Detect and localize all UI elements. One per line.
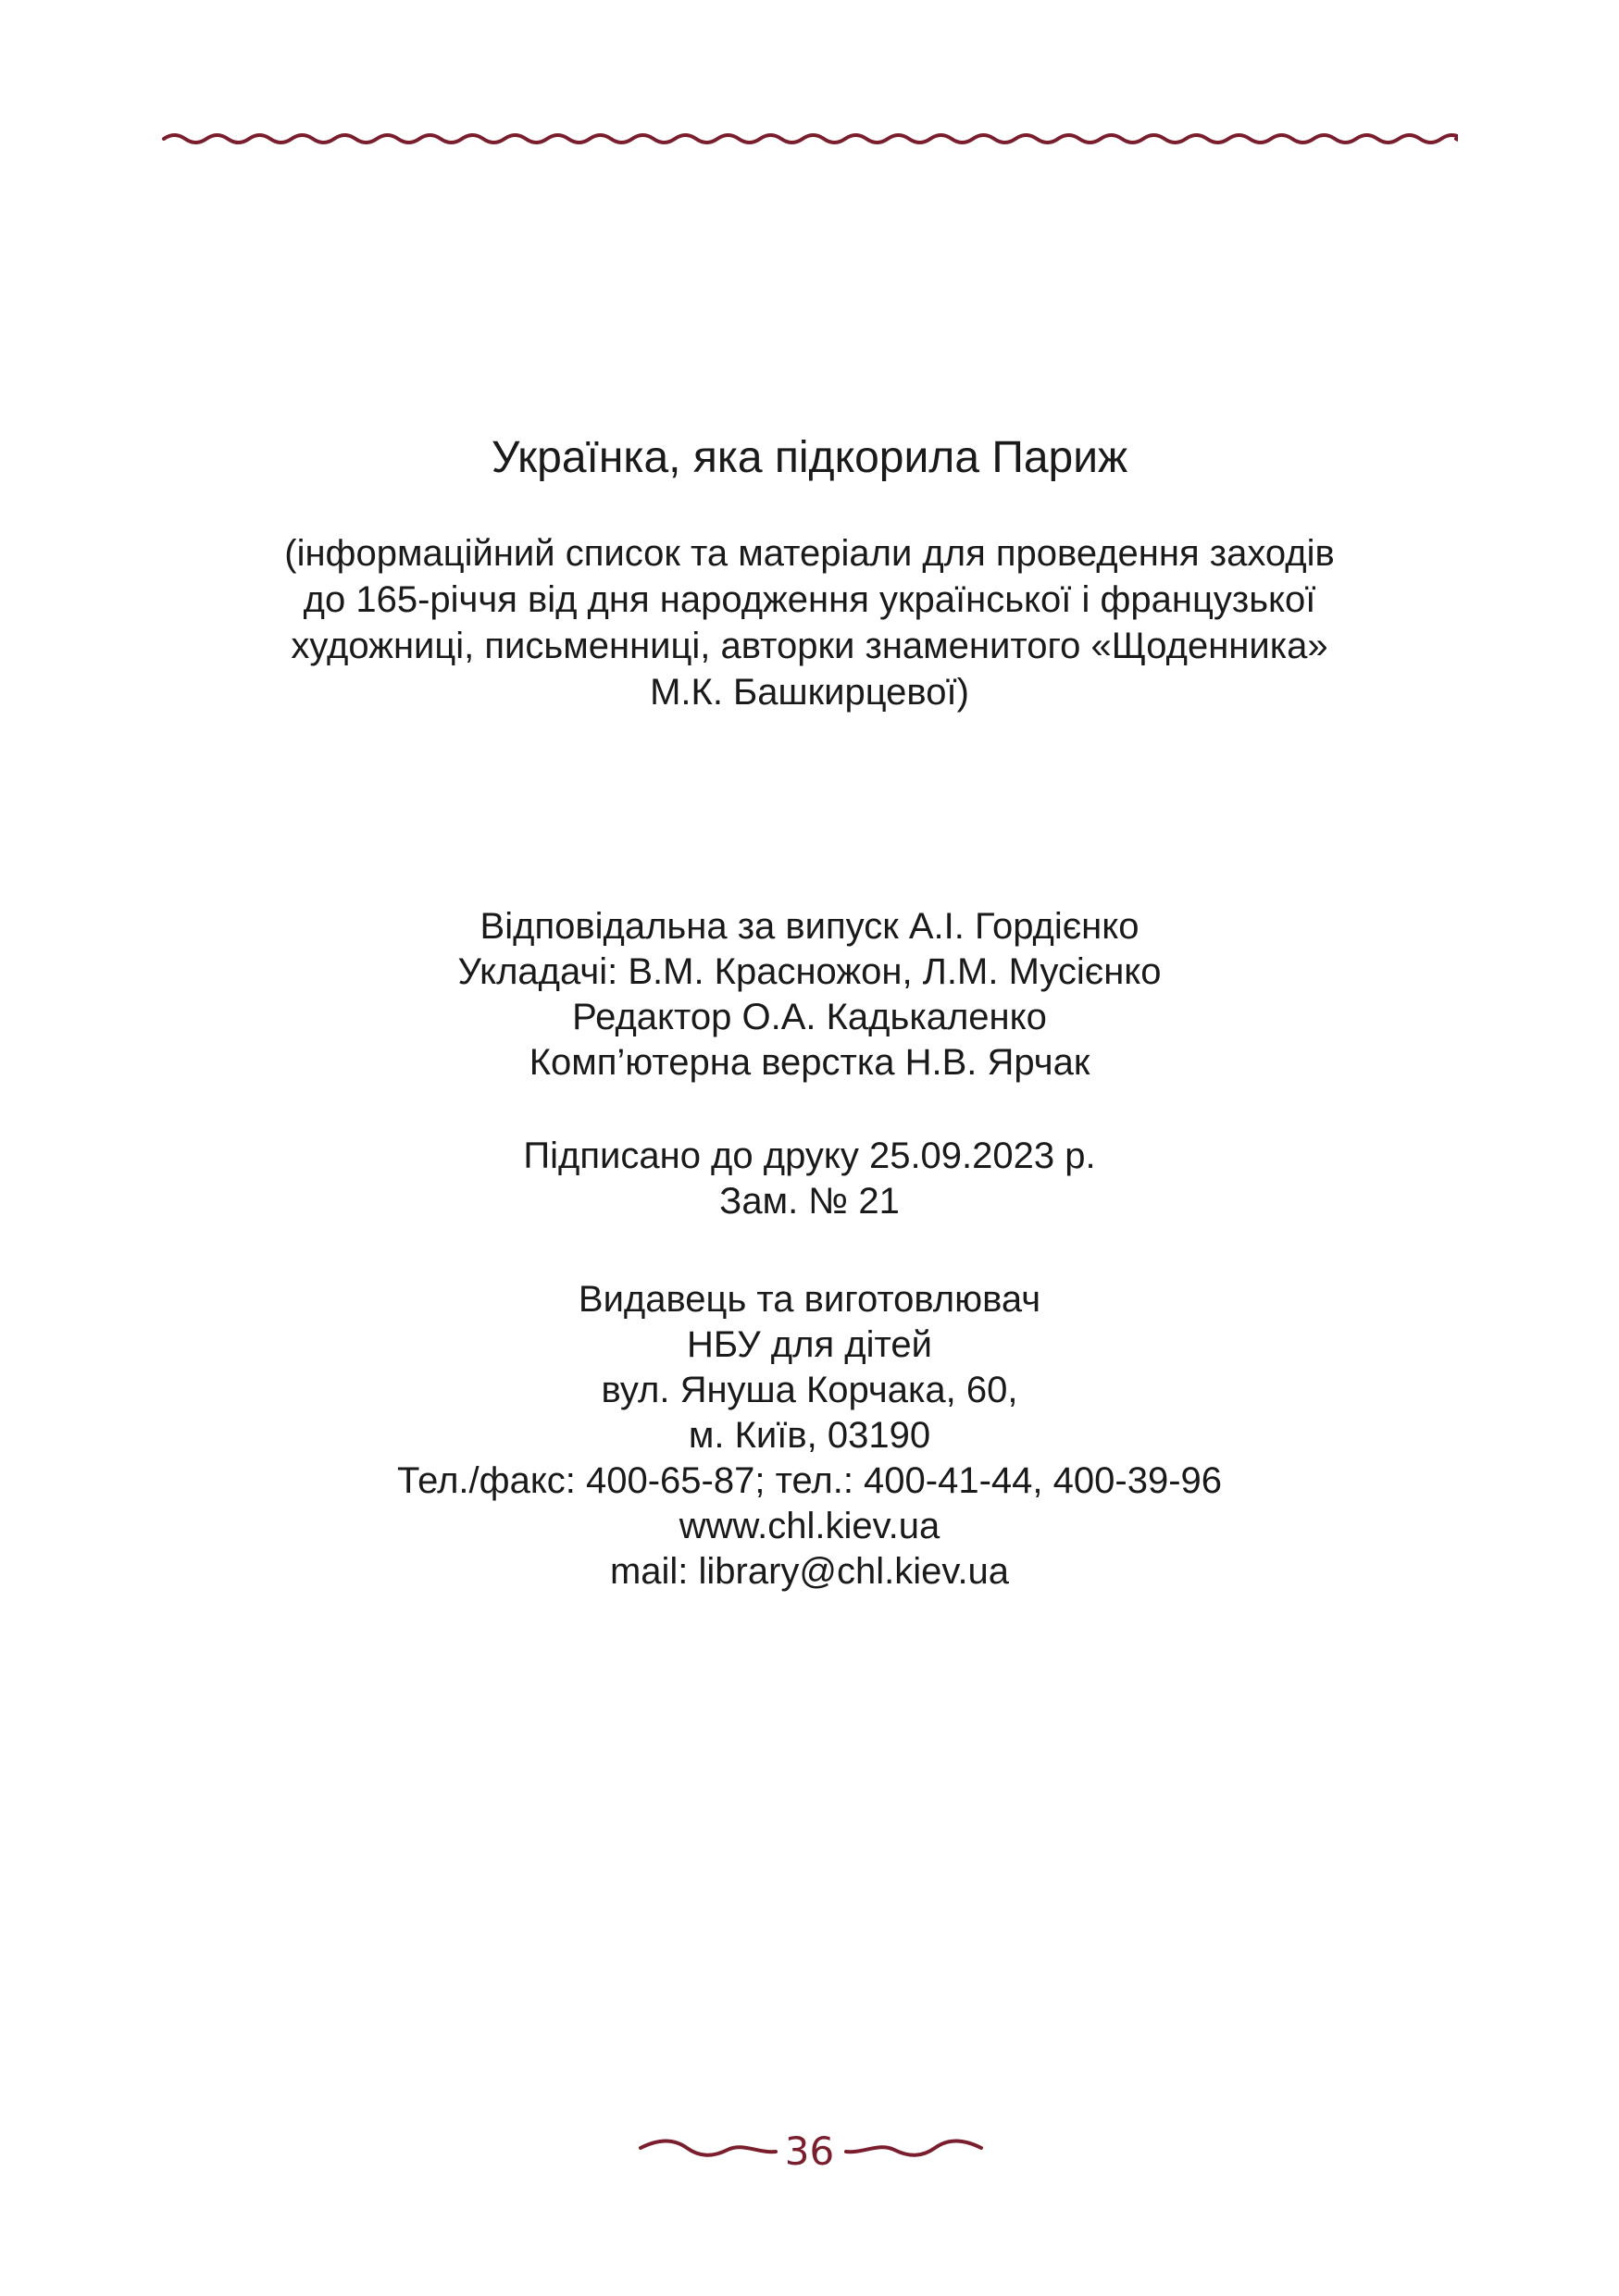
publisher-email: mail: library@chl.kiev.ua <box>609 1551 1010 1592</box>
publisher-street: вул. Януша Корчака, 60, <box>601 1370 1018 1410</box>
publisher-city: м. Київ, 03190 <box>688 1415 931 1456</box>
credit-editor: Редактор О.А. Кадькаленко <box>572 997 1047 1037</box>
publisher-name: НБУ для дітей <box>687 1324 932 1365</box>
page-footer <box>0 2124 1619 2179</box>
print-date: Підписано до друку 25.09.2023 р. <box>523 1136 1096 1176</box>
publisher-website: www.chl.kiev.ua <box>679 1506 940 1546</box>
subtitle <box>0 530 1619 715</box>
credits <box>0 904 1619 1086</box>
subtitle-line: до 165-річчя від дня народження української і французької <box>303 579 1316 620</box>
subtitle-line: художниці, письменниці, авторки знаменитого «Щоденника» <box>291 626 1328 666</box>
page-title: Українка, яка підкорила Париж <box>491 433 1128 482</box>
subtitle-line: (інформаційний список та матеріали для проведення заходів <box>284 533 1335 574</box>
print-info <box>0 1134 1619 1224</box>
publisher-info <box>0 1277 1619 1595</box>
subtitle-line: М.К. Башкирцевої) <box>650 672 969 713</box>
credit-compilers: Укладачі: В.М. Красножон, Л.М. Мусієнко <box>457 951 1162 992</box>
top-wave-divider <box>162 120 1458 157</box>
order-number: Зам. № 21 <box>719 1181 900 1222</box>
credit-responsible: Відповідальна за випуск А.І. Гордієнко <box>479 906 1140 947</box>
footer-wave-right <box>844 2133 983 2170</box>
page-number: 36 <box>784 2128 835 2174</box>
credit-layout: Комп’ютерна верстка Н.В. Ярчак <box>529 1042 1090 1083</box>
publisher-heading: Видавець та виготовлювач <box>578 1279 1041 1320</box>
publisher-phones: Тел./факс: 400-65-87; тел.: 400-41-44, 400-39-96 <box>396 1460 1222 1501</box>
